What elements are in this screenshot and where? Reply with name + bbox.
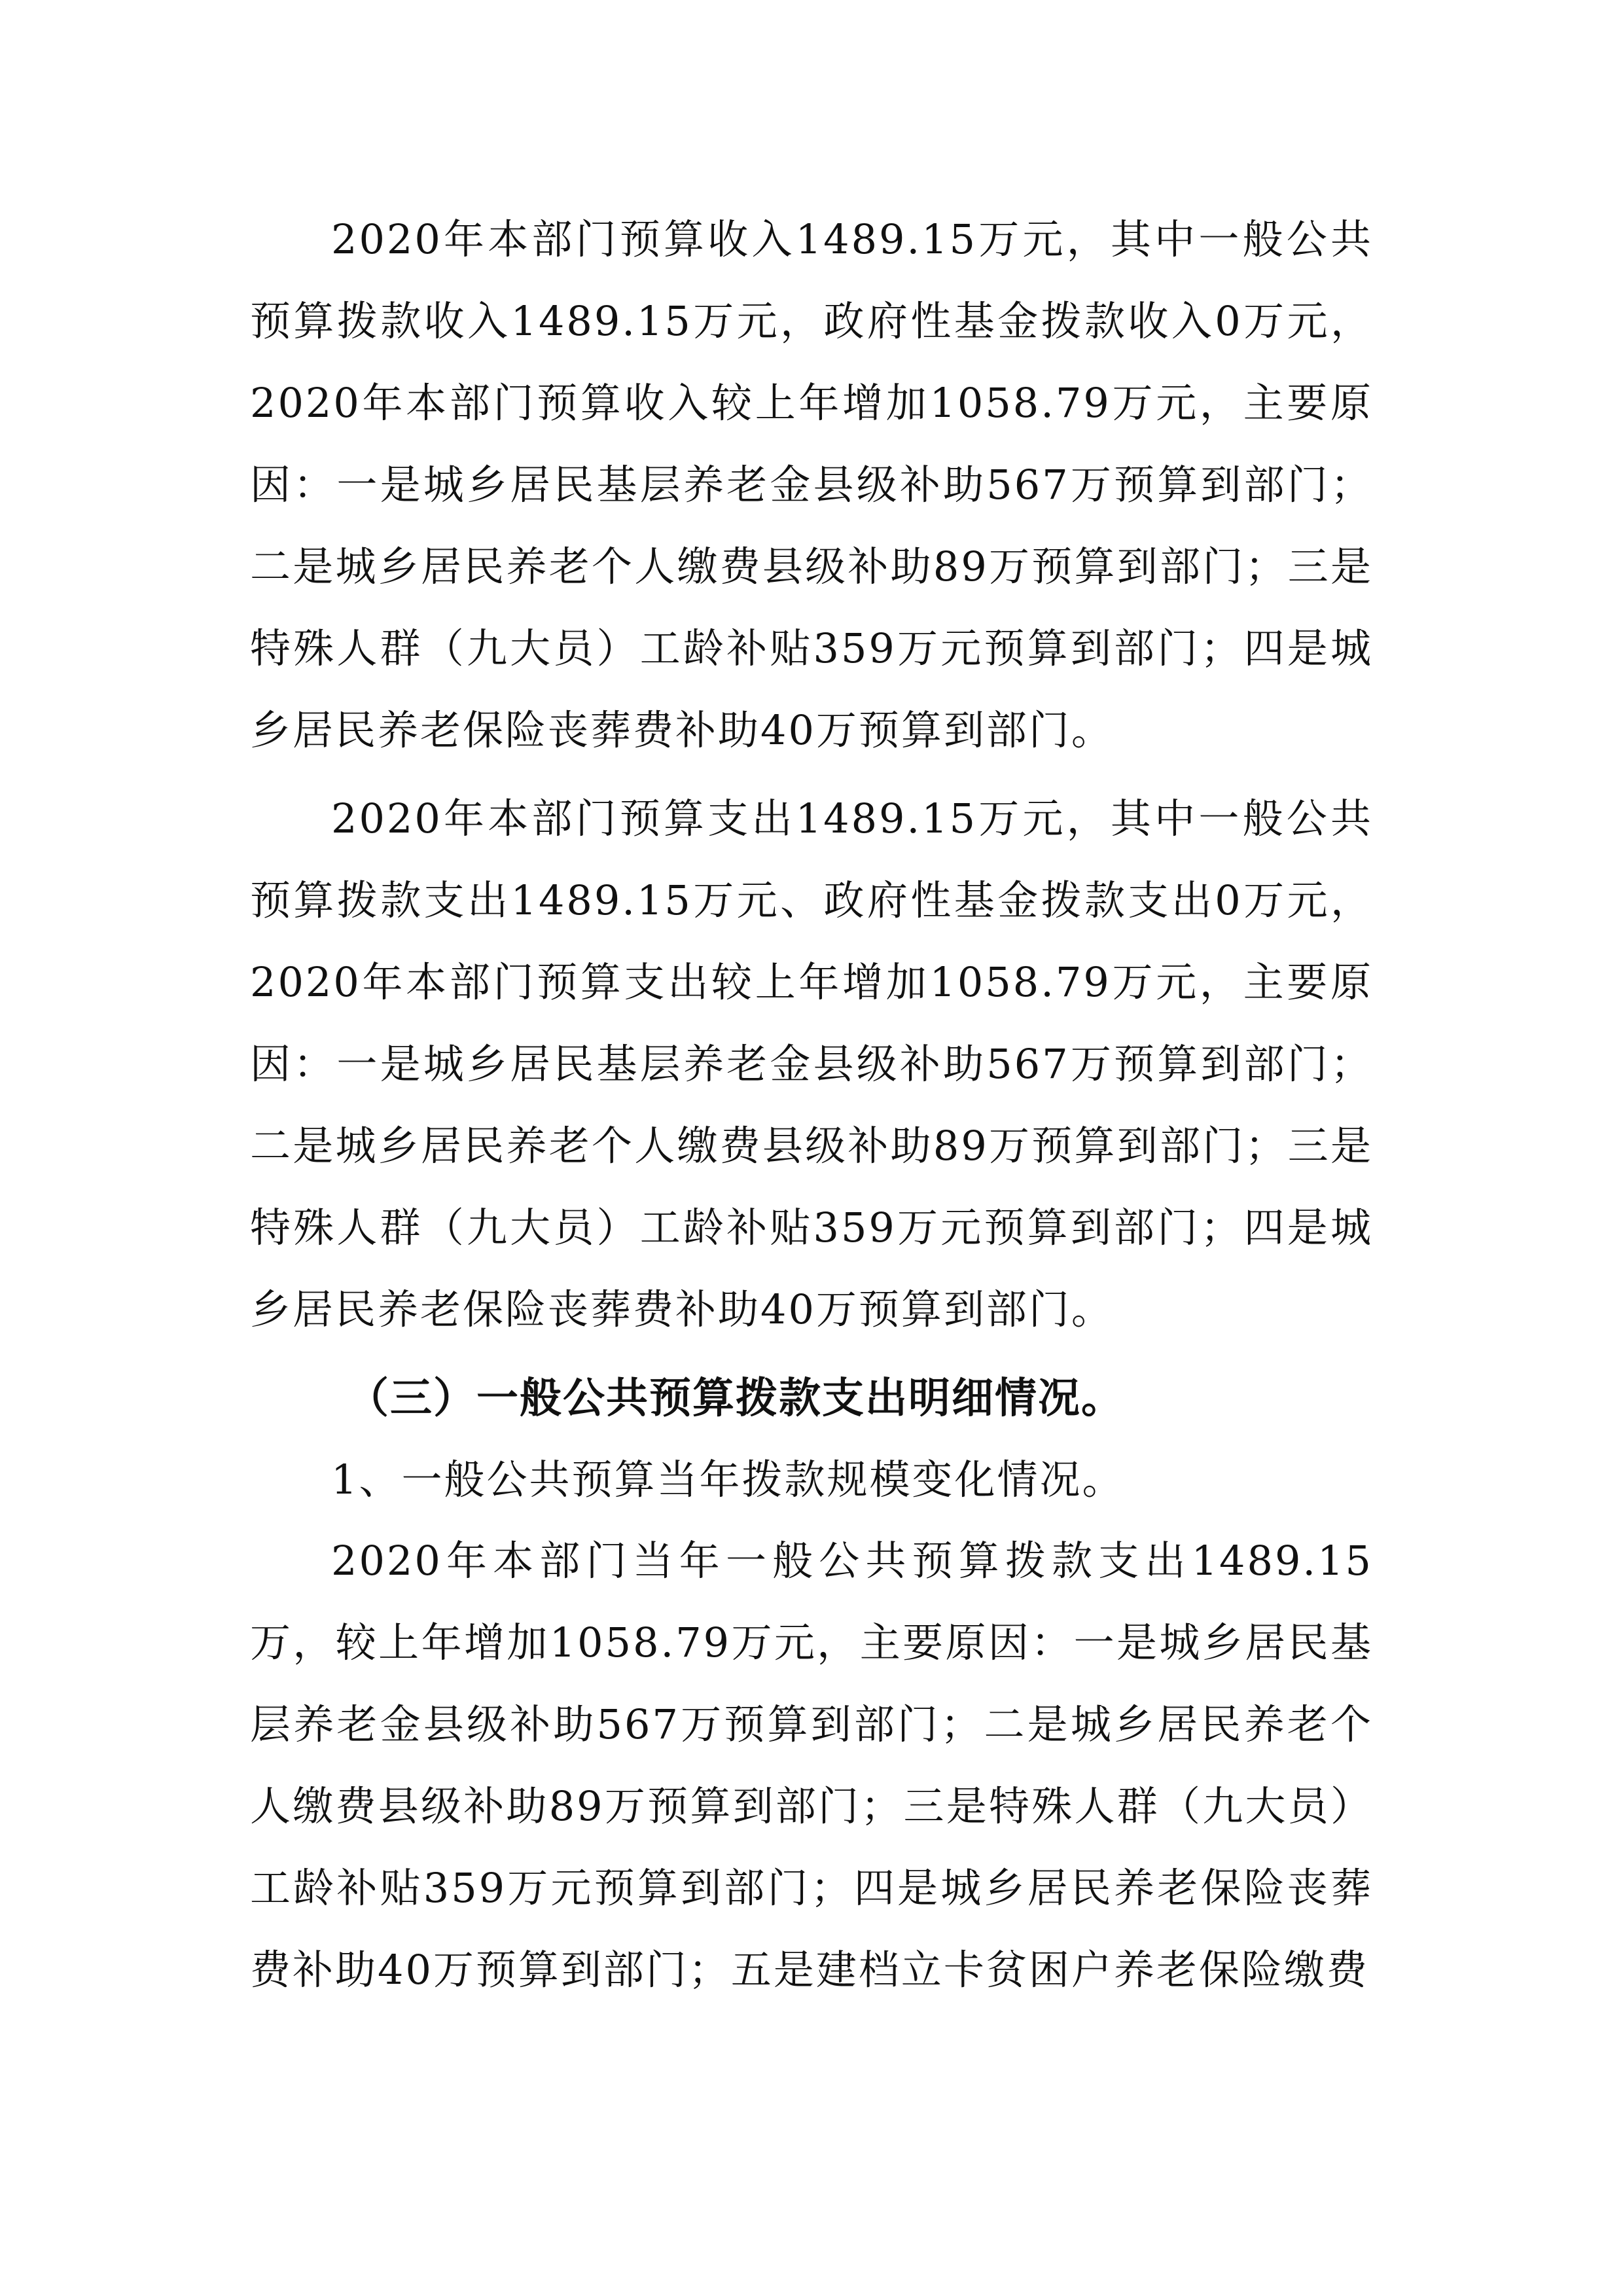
- expenditure-paragraph: 2020年本部门预算支出1489.15万元，其中一般公共预算拨款支出1489.15万元、政府性基金拨款支出0万元，2020年本部门预算支出较上年增加1058.79万元，主要原因：一是城乡居民基层养老金县级补助567万预算到部门；二是城乡居民养老个人缴费县级补助89万预算到部门；三是特殊人群（九大员）工龄补贴359万元预算到部门；四是城乡居民养老保险丧葬费补助40万预算到部门。: [250, 795, 1373, 1333]
- scale-change-paragraph: 2020年本部门当年一般公共预算拨款支出1489.15万，较上年增加1058.79万元，主要原因：一是城乡居民基层养老金县级补助567万预算到部门；二是城乡居民养老个人缴费县级补助89万预算到部门；三是特殊人群（九大员）工龄补贴359万元预算到部门；四是城乡居民养老保险丧葬费补助40万预算到部门；五是建档立卡贫困户养老保险缴费: [250, 1537, 1373, 1994]
- subsection-heading: 1、一般公共预算当年拨款规模变化情况。: [331, 1456, 1125, 1503]
- income-paragraph: 2020年本部门预算收入1489.15万元，其中一般公共预算拨款收入1489.15万元，政府性基金拨款收入0万元，2020年本部门预算收入较上年增加1058.79万元，主要原因：一是城乡居民基层养老金县级补助567万预算到部门；二是城乡居民养老个人缴费县级补助89万预算到部门；三是特殊人群（九大员）工龄补贴359万元预算到部门；四是城乡居民养老保险丧葬费补助40万预算到部门。: [250, 215, 1373, 754]
- section-heading: （三）一般公共预算拨款支出明细情况。: [347, 1374, 1124, 1423]
